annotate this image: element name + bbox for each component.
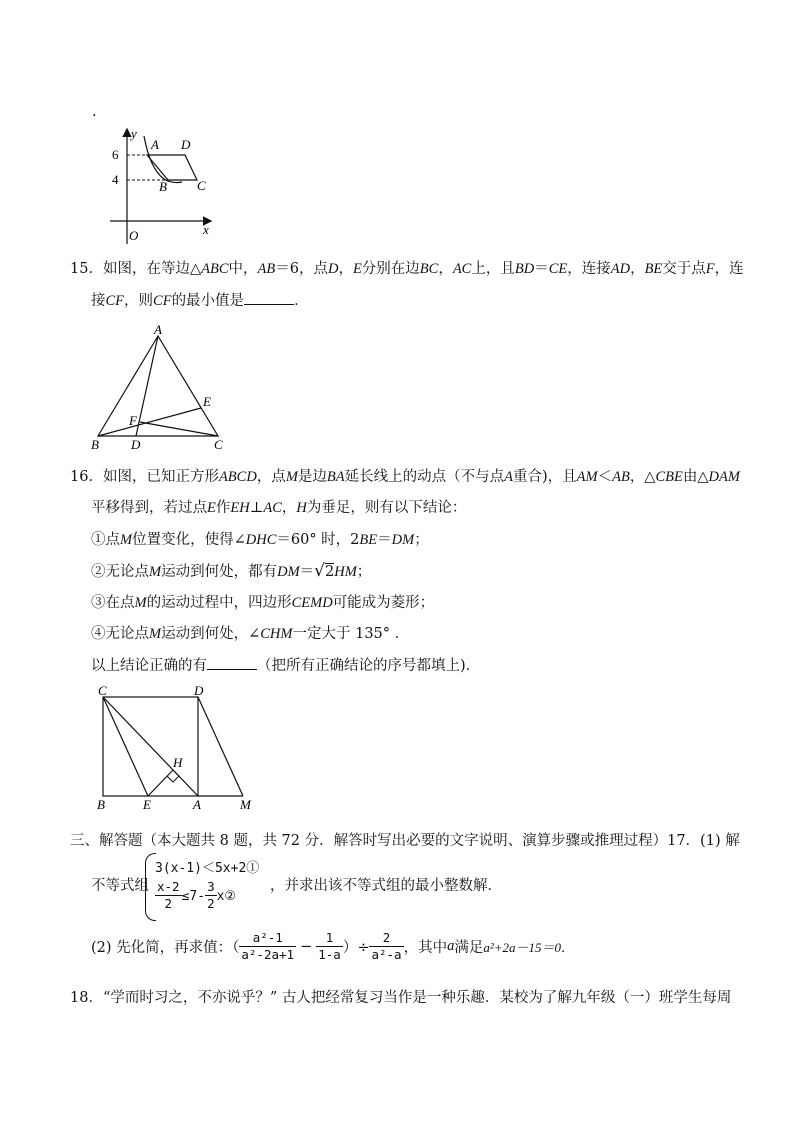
- q17-part2: (2) 先化简，再求值：（ $\frac{\text{a²-1}}{\text{a²-2a+1}}$ − $\frac{1}{1-a}$ ）÷ $\frac{2}{\text{a²-a}}$ ，其中a满足a²+2a－15＝0．: [91, 930, 575, 962]
- label-H: H: [173, 755, 183, 770]
- q16-conclusion-4: ④无论点M运动到何处，∠CHM一定大于 135° ．: [91, 626, 410, 642]
- label-A: A: [193, 797, 201, 812]
- ineq-suffix: ，并求出该不等式组的最小整数解．: [270, 878, 502, 894]
- q16-conclusion-1: ①点M位置变化，使得∠DHC＝60° 时，2BE＝DM；: [91, 532, 429, 548]
- figure-coordinate-graph: [100, 124, 220, 248]
- label-C: C: [98, 685, 107, 698]
- label-y: y: [131, 126, 137, 141]
- label-M: M: [240, 797, 251, 812]
- answer-blank-16[interactable]: [207, 655, 257, 670]
- label-D: D: [194, 685, 204, 698]
- label-origin: O: [129, 228, 139, 243]
- figure-triangle: [88, 322, 238, 452]
- q16-question: 以上结论正确的有 （把所有正确结论的序号都填上)．: [91, 655, 480, 676]
- ineq-prefix: 不等式组: [91, 878, 149, 894]
- label-F: F: [129, 413, 137, 428]
- label-C: C: [214, 437, 223, 452]
- q16-conclusion-2: ②无论点M运动到何处，都有DM＝√2HM；: [91, 561, 372, 581]
- hyperbola-curve: [144, 136, 182, 183]
- label-A: A: [154, 322, 162, 337]
- ineq-1: 3(x-1)＜5x+2①: [155, 861, 260, 876]
- ineq-2: $\frac{x-2}{2}$ ≤7- $\frac{3}{2}$ x②: [157, 879, 237, 911]
- label-B: B: [159, 179, 167, 194]
- label-A: A: [151, 137, 159, 152]
- figure-square: [90, 685, 260, 813]
- label-D: D: [181, 137, 191, 152]
- answer-blank-15[interactable]: [244, 290, 294, 305]
- section3-heading: 三、解答题（本大题共 8 题，共 72 分．解答时写出必要的文字说明、演算步骤或推理过程）17．(1) 解: [70, 833, 740, 849]
- label-C: C: [197, 178, 206, 193]
- label-D: D: [131, 437, 141, 452]
- label-E: E: [203, 394, 211, 409]
- q16-line1: 16．如图，已知正方形ABCD，点M是边BA延长线上的动点（不与点A重合)，且AM＜AB，△CBE由△DAM: [70, 469, 740, 485]
- q15-line2: 接CF，则CF的最小值是 ．: [91, 290, 309, 311]
- tick-6: 6: [112, 147, 119, 162]
- q15-line1: 15．如图，在等边△ABC中，AB＝6，点D，E分别在边BC，AC上，且BD＝CE，连接AD，BE交于点F，连: [70, 261, 744, 277]
- label-B: B: [91, 437, 99, 452]
- leading-dot: .: [92, 104, 97, 120]
- tick-4: 4: [112, 172, 119, 187]
- label-E: E: [143, 797, 151, 812]
- label-x: x: [203, 222, 209, 237]
- q18-line1: 18．“学而时习之，不亦说乎？” 古人把经常复习当作是一种乐趣．某校为了解九年级（一）班学生每周: [70, 990, 732, 1006]
- label-B: B: [97, 797, 105, 812]
- q16-line2: 平移得到，若过点E作EH⊥AC，H为垂足，则有以下结论：: [91, 500, 467, 516]
- q16-conclusion-3: ③在点M的运动过程中，四边形CEMD可能成为菱形；: [91, 595, 435, 611]
